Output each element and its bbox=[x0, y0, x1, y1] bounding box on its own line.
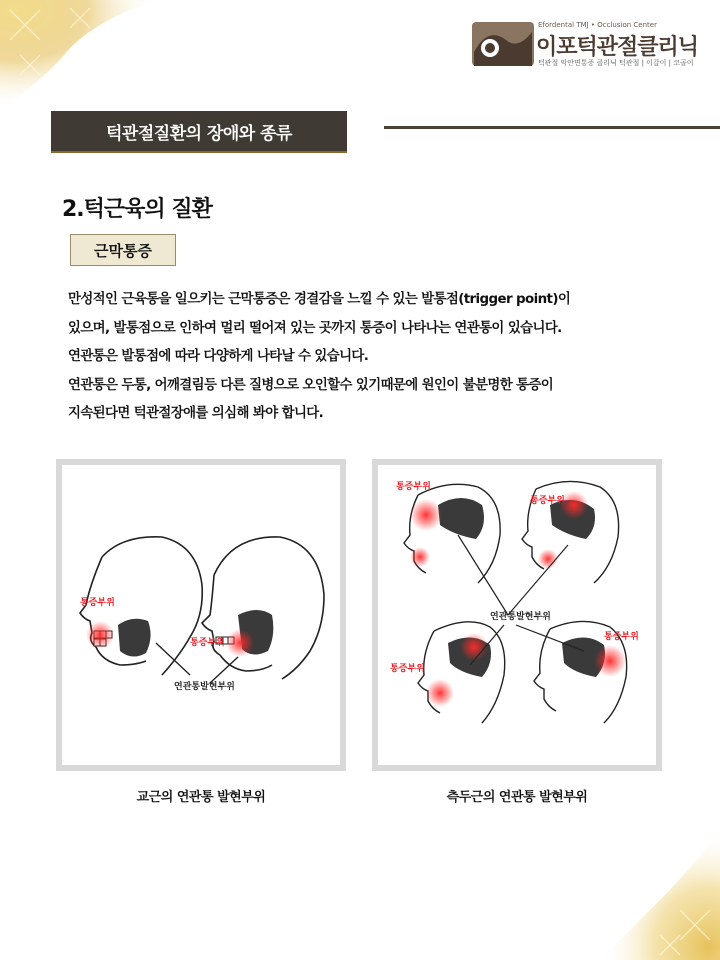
paragraph-line: 있으며, 발통점으로 인하여 멀리 떨어져 있는 곳까지 통증이 나타나는 연관통이 있습니다. bbox=[68, 320, 562, 336]
clinic-logo-mark-icon bbox=[472, 22, 534, 66]
clinic-english-name: Efordental TMJ • Occlusion Center bbox=[538, 21, 657, 29]
section-title: 턱관절질환의 장애와 종류 bbox=[51, 111, 347, 153]
gold-corner-decoration-bottom-right bbox=[600, 830, 720, 960]
page-heading: 2.턱근육의 질환 bbox=[62, 197, 212, 222]
pain-area-label-1: 통증부위 bbox=[80, 598, 115, 608]
clinic-logo[interactable] bbox=[472, 18, 702, 70]
referred-pain-label: 연관통발현부위 bbox=[174, 682, 235, 692]
paragraph-line: 지속된다면 턱관절장애를 의심해 봐야 합니다. bbox=[68, 406, 324, 421]
clinic-subtitle: 턱관절 악안면통증 클리닉 턱관절 | 이갈이 | 코골이 bbox=[538, 59, 694, 67]
clinic-name: 이포턱관절클리닉 bbox=[536, 35, 699, 60]
pain-area-label-4: 통증부위 bbox=[604, 632, 639, 642]
temporalis-illustration bbox=[378, 465, 656, 765]
pain-area-label-2: 통증부위 bbox=[190, 638, 225, 648]
paragraph-line: 연관통은 발통점에 따라 다양하게 나타날 수 있습니다. bbox=[68, 349, 369, 364]
temporalis-figure-panel bbox=[372, 459, 662, 771]
pain-area-label-2: 통증부위 bbox=[530, 496, 565, 506]
paragraph-line: 연관통은 두통, 어깨결림등 다른 질병으로 오인할수 있기때문에 원인이 불분명한 통증이 bbox=[68, 377, 554, 393]
pain-area-label-1: 통증부위 bbox=[396, 482, 431, 492]
masseter-figure-caption: 교근의 연관통 발현부위 bbox=[136, 790, 266, 805]
paragraph-line: 만성적인 근육통을 일으키는 근막통증은 경결감을 느낄 수 있는 발통점(trigger point)이 bbox=[68, 292, 571, 307]
section-divider bbox=[384, 126, 720, 129]
masseter-illustration bbox=[62, 465, 340, 765]
pain-area-label-3: 통증부위 bbox=[390, 664, 425, 674]
topic-tag: 근막통증 bbox=[70, 234, 176, 266]
referred-pain-label: 연관통발현부위 bbox=[490, 612, 551, 622]
description-paragraph bbox=[68, 286, 688, 429]
gold-corner-decoration-top-left bbox=[0, 0, 160, 110]
masseter-figure-panel bbox=[56, 459, 346, 771]
temporalis-figure-caption: 측두근의 연관통 발현부위 bbox=[446, 790, 588, 805]
